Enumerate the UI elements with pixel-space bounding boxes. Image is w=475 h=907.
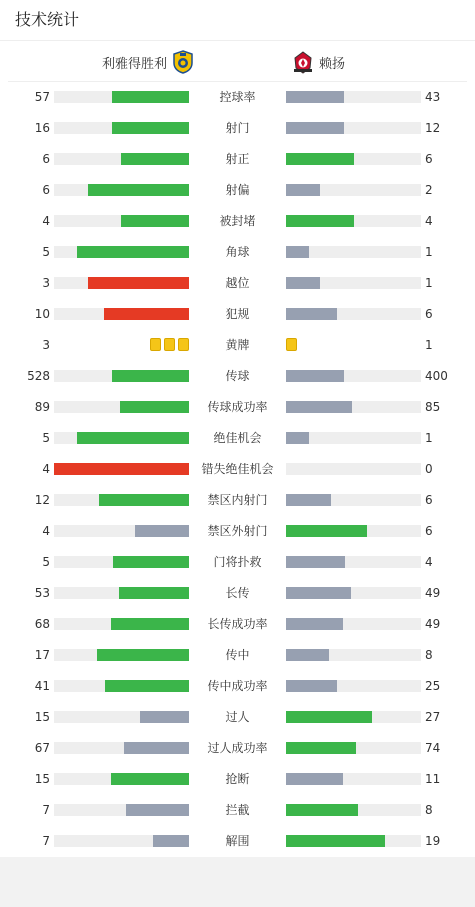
away-stat-bar-fill (286, 91, 344, 103)
away-stat-value: 12 (425, 121, 441, 135)
home-yellow-cards (150, 338, 189, 352)
home-stat-bar-fill (111, 773, 189, 785)
away-stat-value: 1 (425, 245, 433, 259)
stat-label: 被封堵 (219, 214, 256, 228)
stat-label: 角球 (225, 245, 250, 259)
away-stat-value: 6 (425, 152, 433, 166)
away-stat-bar-fill (286, 773, 343, 785)
home-stat-value: 68 (34, 617, 50, 631)
away-stat-bar-fill (286, 525, 367, 537)
away-stat-bar (286, 494, 421, 506)
home-stat-bar-fill (77, 432, 189, 444)
home-stat-bar (54, 556, 189, 568)
stat-label: 错失绝佳机会 (201, 462, 274, 476)
home-stat-bar-fill (54, 463, 189, 475)
home-stat-bar (54, 246, 189, 258)
stat-row (0, 335, 475, 355)
stat-row (0, 583, 475, 603)
away-stat-value: 85 (425, 400, 441, 414)
yellow-card-icon (150, 338, 161, 351)
home-stat-value: 7 (42, 834, 50, 848)
home-stat-bar-fill (97, 649, 189, 661)
home-stat-value: 67 (34, 741, 50, 755)
stat-row (0, 831, 475, 851)
stat-label: 禁区内射门 (207, 493, 268, 507)
home-stat-value: 3 (42, 338, 50, 352)
away-stat-value: 8 (425, 648, 433, 662)
away-stat-value: 1 (425, 276, 433, 290)
home-stat-bar (54, 711, 189, 723)
away-stat-value: 74 (425, 741, 441, 755)
stat-row (0, 614, 475, 634)
home-stat-value: 16 (34, 121, 50, 135)
stat-row (0, 459, 475, 479)
stat-row (0, 118, 475, 138)
away-stat-bar-fill (286, 246, 309, 258)
away-stat-bar-fill (286, 122, 344, 134)
home-stat-bar-fill (113, 556, 189, 568)
home-stat-bar-fill (121, 153, 189, 165)
away-stat-bar (286, 370, 421, 382)
away-stat-bar (286, 215, 421, 227)
home-stat-value: 12 (34, 493, 50, 507)
al-rayyan-crest-icon (292, 50, 314, 74)
stat-label: 传中成功率 (207, 679, 268, 693)
away-stat-bar (286, 246, 421, 258)
away-stat-bar-fill (286, 277, 320, 289)
away-stat-bar (286, 680, 421, 692)
home-stat-bar (54, 680, 189, 692)
stat-row (0, 521, 475, 541)
stat-row (0, 738, 475, 758)
home-team[interactable] (102, 50, 194, 74)
away-stat-bar-fill (286, 649, 329, 661)
stat-label: 黄牌 (225, 338, 250, 352)
home-stat-bar (54, 525, 189, 537)
away-stat-bar (286, 277, 421, 289)
home-stat-bar (54, 215, 189, 227)
away-stat-bar (286, 525, 421, 537)
home-stat-bar (54, 153, 189, 165)
home-stat-value: 4 (42, 524, 50, 538)
away-stat-bar (286, 153, 421, 165)
divider (0, 40, 475, 41)
away-stat-value: 11 (425, 772, 441, 786)
away-stat-bar (286, 308, 421, 320)
away-stat-value: 49 (425, 586, 441, 600)
away-stat-value: 1 (425, 338, 433, 352)
home-stat-value: 53 (34, 586, 50, 600)
stat-row (0, 366, 475, 386)
home-stat-value: 3 (42, 276, 50, 290)
away-stat-bar-fill (286, 742, 356, 754)
home-stat-value: 4 (42, 462, 50, 476)
home-stat-value: 57 (34, 90, 50, 104)
home-stat-bar (54, 277, 189, 289)
stat-row (0, 304, 475, 324)
home-stat-value: 17 (34, 648, 50, 662)
away-stat-value: 49 (425, 617, 441, 631)
away-stat-bar (286, 184, 421, 196)
away-stat-value: 19 (425, 834, 441, 848)
home-stat-bar-fill (88, 184, 189, 196)
home-stat-value: 5 (42, 431, 50, 445)
stat-row (0, 769, 475, 789)
al-nassr-crest-icon (172, 50, 194, 74)
stat-row (0, 707, 475, 727)
away-stat-bar-fill (286, 215, 354, 227)
away-stat-value: 400 (425, 369, 448, 383)
stat-row (0, 149, 475, 169)
away-stat-bar-fill (286, 432, 309, 444)
away-stat-value: 6 (425, 524, 433, 538)
divider (8, 81, 467, 82)
stat-row (0, 800, 475, 820)
away-stat-value: 0 (425, 462, 433, 476)
away-stat-bar-fill (286, 153, 354, 165)
away-stat-bar (286, 711, 421, 723)
home-stat-value: 10 (34, 307, 50, 321)
home-stat-value: 5 (42, 555, 50, 569)
away-stat-value: 6 (425, 307, 433, 321)
home-stat-value: 4 (42, 214, 50, 228)
away-stat-bar (286, 91, 421, 103)
stat-row (0, 428, 475, 448)
page-title: 技术统计 (15, 10, 80, 29)
home-stat-bar-fill (104, 308, 189, 320)
stat-label: 长传成功率 (207, 617, 268, 631)
home-stat-bar-fill (111, 618, 189, 630)
stat-label: 越位 (225, 276, 250, 290)
home-stat-bar (54, 308, 189, 320)
stat-label: 解围 (225, 834, 250, 848)
stat-label: 传球成功率 (207, 400, 268, 414)
home-stat-bar (54, 618, 189, 630)
stat-label: 控球率 (219, 90, 256, 104)
away-stat-value: 4 (425, 214, 433, 228)
home-stat-value: 41 (34, 679, 50, 693)
away-stat-value: 1 (425, 431, 433, 445)
home-stat-bar-fill (126, 804, 189, 816)
yellow-card-icon (178, 338, 189, 351)
stat-label: 射偏 (225, 183, 250, 197)
away-stat-value: 4 (425, 555, 433, 569)
away-stat-value: 2 (425, 183, 433, 197)
away-stat-bar (286, 804, 421, 816)
home-stat-bar-fill (121, 215, 189, 227)
away-stat-bar (286, 587, 421, 599)
away-stat-bar-fill (286, 835, 385, 847)
away-stat-bar-fill (286, 494, 331, 506)
stat-row (0, 397, 475, 417)
away-stat-value: 6 (425, 493, 433, 507)
away-stat-bar-fill (286, 308, 337, 320)
stat-label: 拦截 (225, 803, 250, 817)
stat-label: 长传 (225, 586, 250, 600)
away-yellow-cards (286, 338, 297, 352)
home-stat-bar (54, 804, 189, 816)
away-stat-value: 25 (425, 679, 441, 693)
stat-label: 抢断 (225, 772, 250, 786)
away-stat-bar (286, 432, 421, 444)
home-stat-bar-fill (124, 742, 189, 754)
home-stat-bar-fill (77, 246, 189, 258)
stat-label: 过人成功率 (207, 741, 268, 755)
home-stat-bar (54, 649, 189, 661)
away-team[interactable] (292, 50, 345, 74)
yellow-card-icon (286, 338, 297, 351)
away-stat-bar-fill (286, 556, 345, 568)
home-stat-bar (54, 122, 189, 134)
stat-row (0, 676, 475, 696)
away-stat-bar (286, 122, 421, 134)
home-stat-bar (54, 91, 189, 103)
away-stat-bar (286, 463, 421, 475)
stat-label: 传球 (225, 369, 250, 383)
away-stat-bar-fill (286, 401, 352, 413)
stat-label: 射门 (225, 121, 250, 135)
home-team-name: 利雅得胜利 (102, 56, 168, 72)
home-stat-bar-fill (105, 680, 189, 692)
away-stat-bar-fill (286, 618, 343, 630)
away-stat-bar-fill (286, 587, 351, 599)
away-stat-bar (286, 773, 421, 785)
home-stat-bar (54, 463, 189, 475)
stat-label: 门将扑救 (213, 555, 262, 569)
home-stat-bar-fill (119, 587, 189, 599)
away-stat-bar-fill (286, 711, 372, 723)
away-stat-bar (286, 742, 421, 754)
stat-row (0, 87, 475, 107)
stat-row (0, 180, 475, 200)
stat-row (0, 211, 475, 231)
home-stat-bar (54, 370, 189, 382)
stat-label: 传中 (225, 648, 250, 662)
stat-label: 射正 (225, 152, 250, 166)
home-stat-bar (54, 587, 189, 599)
stat-label: 犯规 (225, 307, 250, 321)
stat-row (0, 552, 475, 572)
stat-row (0, 645, 475, 665)
home-stat-bar-fill (140, 711, 189, 723)
away-stat-bar-fill (286, 370, 344, 382)
away-stat-bar-fill (286, 184, 320, 196)
stat-row (0, 242, 475, 262)
home-stat-bar-fill (135, 525, 189, 537)
home-stat-bar-fill (99, 494, 189, 506)
home-stat-bar (54, 742, 189, 754)
home-stat-bar (54, 432, 189, 444)
away-stat-value: 43 (425, 90, 441, 104)
away-stat-bar (286, 556, 421, 568)
away-stat-bar-fill (286, 804, 358, 816)
home-stat-value: 6 (42, 183, 50, 197)
home-stat-bar (54, 184, 189, 196)
home-stat-bar-fill (88, 277, 189, 289)
away-team-name: 赖扬 (319, 56, 346, 72)
home-stat-bar (54, 773, 189, 785)
home-stat-bar-fill (112, 370, 189, 382)
away-stat-bar (286, 649, 421, 661)
away-stat-bar-fill (286, 680, 337, 692)
away-stat-bar (286, 618, 421, 630)
home-stat-bar (54, 401, 189, 413)
home-stat-value: 7 (42, 803, 50, 817)
home-stat-bar (54, 494, 189, 506)
stat-row (0, 273, 475, 293)
home-stat-bar (54, 835, 189, 847)
away-stat-bar (286, 401, 421, 413)
stat-label: 绝佳机会 (213, 431, 262, 445)
home-stat-value: 89 (34, 400, 50, 414)
away-stat-bar (286, 835, 421, 847)
home-stat-bar-fill (112, 122, 189, 134)
home-stat-bar-fill (153, 835, 189, 847)
home-stat-bar-fill (120, 401, 189, 413)
home-stat-value: 5 (42, 245, 50, 259)
home-stat-bar-fill (112, 91, 189, 103)
away-stat-value: 8 (425, 803, 433, 817)
yellow-card-icon (164, 338, 175, 351)
away-stat-value: 27 (425, 710, 441, 724)
home-stat-value: 15 (34, 710, 50, 724)
stat-row (0, 490, 475, 510)
home-stat-value: 15 (34, 772, 50, 786)
stat-label: 禁区外射门 (207, 524, 268, 538)
stat-label: 过人 (225, 710, 250, 724)
home-stat-value: 6 (42, 152, 50, 166)
home-stat-value: 528 (27, 369, 50, 383)
